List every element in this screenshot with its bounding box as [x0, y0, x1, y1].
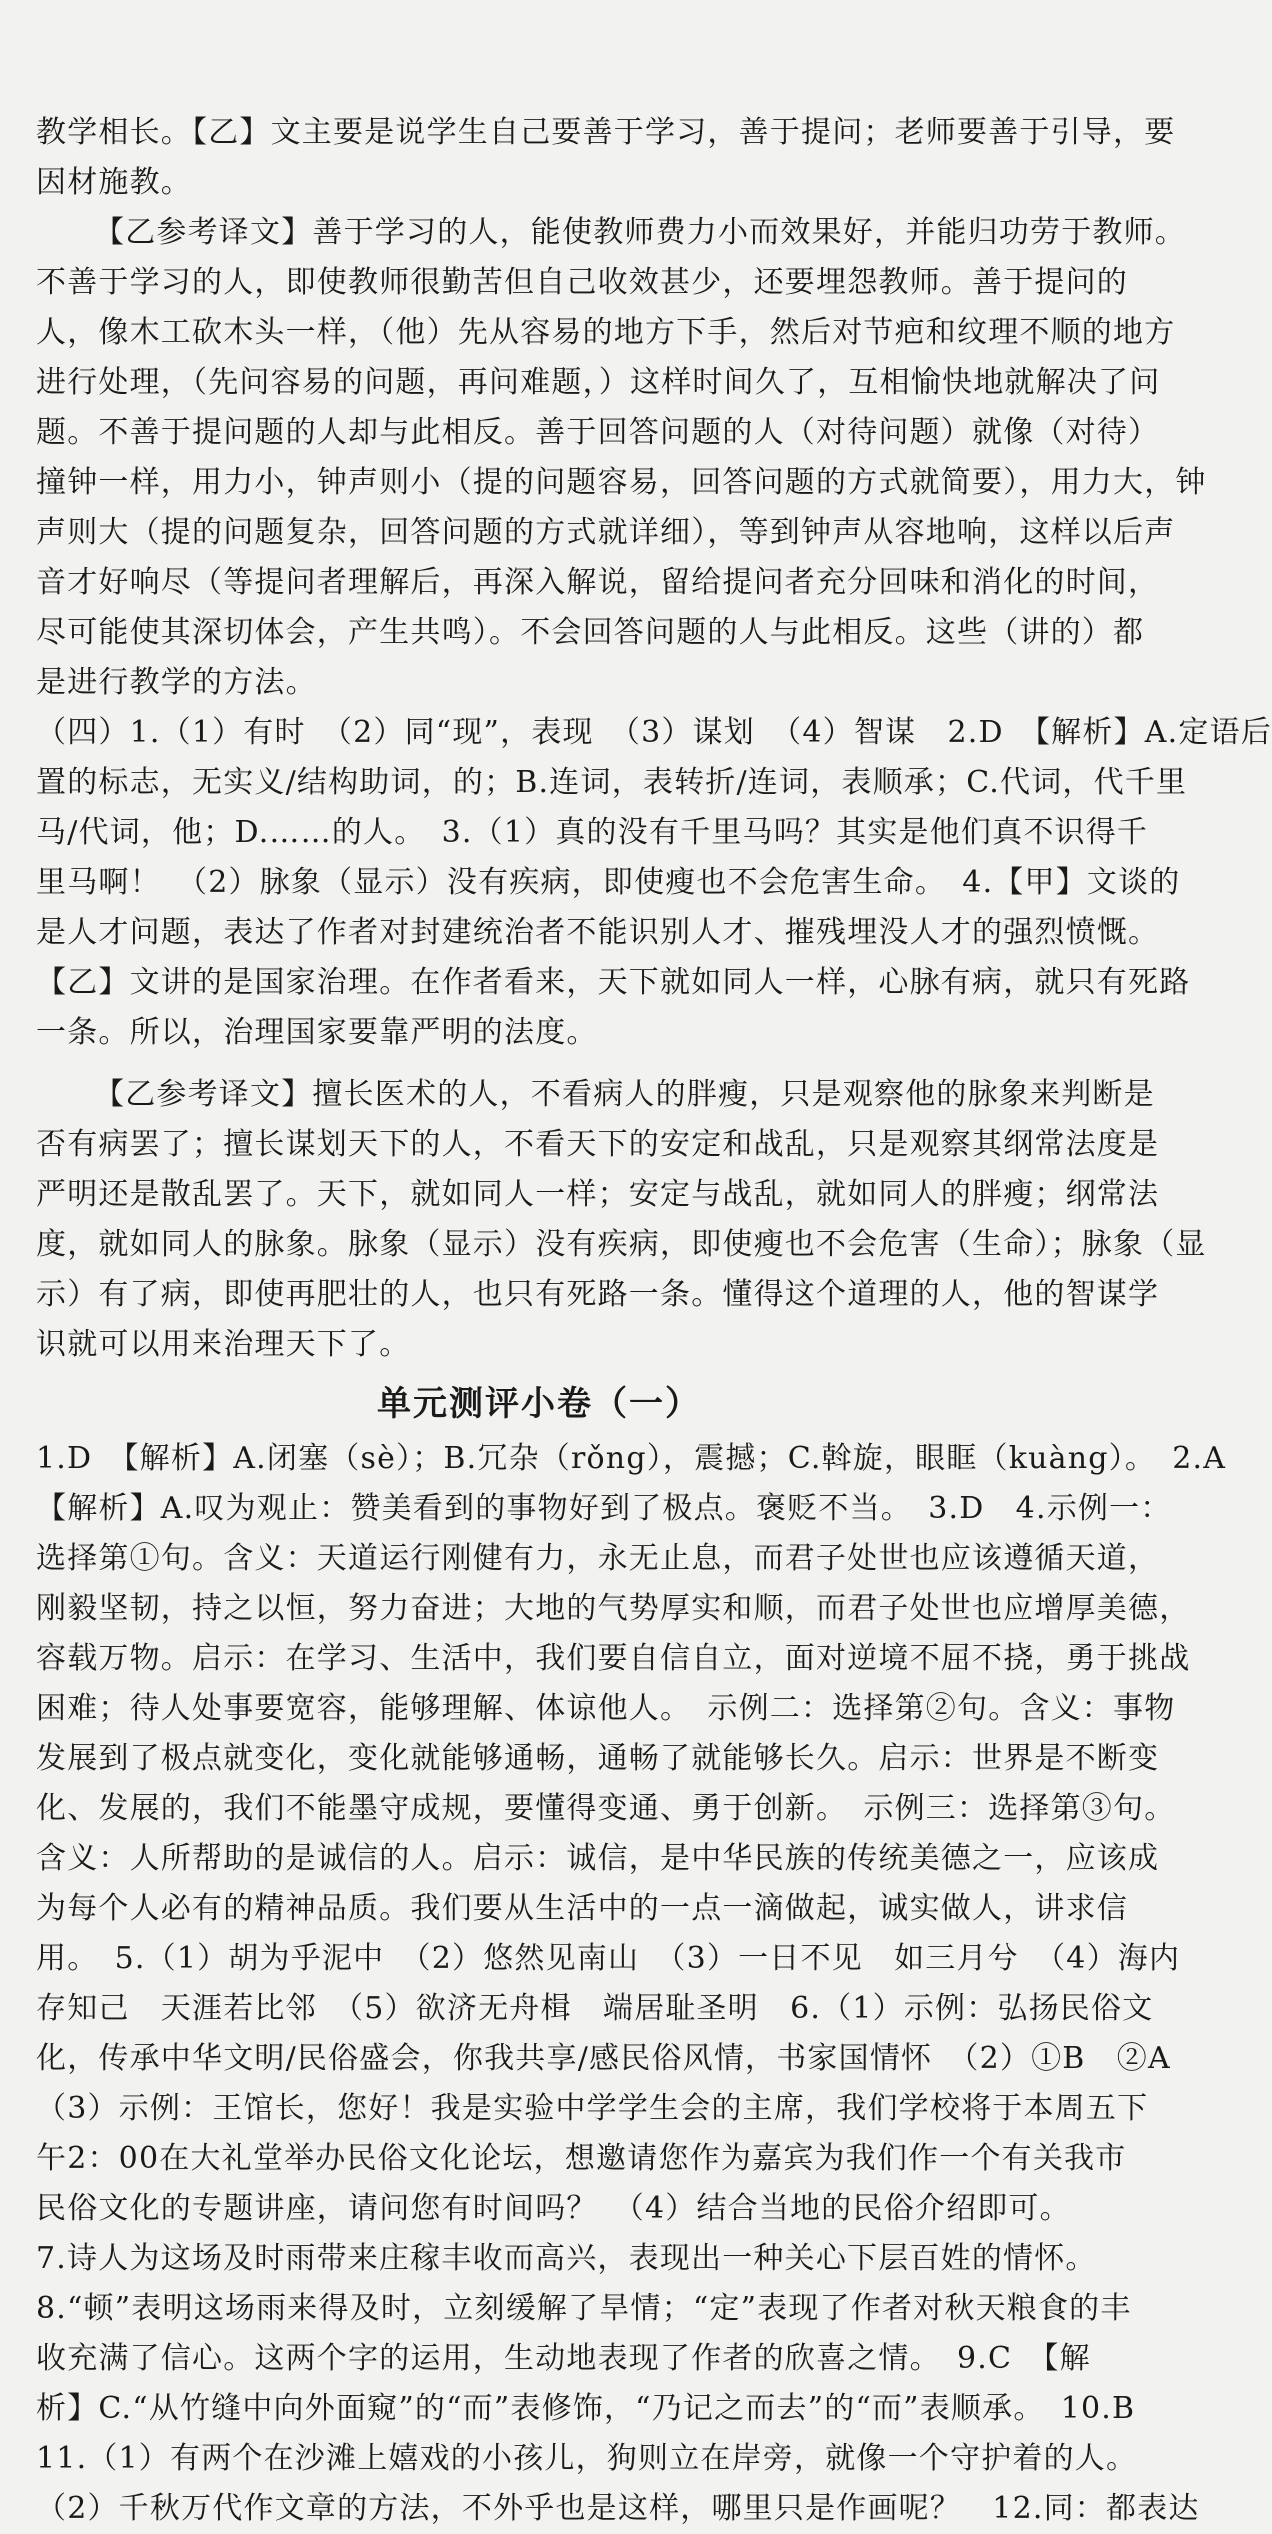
text-line: 音才好响尽（等提问者理解后，再深入解说，留给提问者充分回味和消化的时间， [36, 565, 1160, 600]
text-line: 困难；待人处事要宽容，能够理解、体谅他人。 示例二：选择第②句。含义：事物 [36, 1691, 1176, 1726]
text-line: 尽可能使其深切体会，产生共鸣）。不会回答问题的人与此相反。这些（讲的）都 [36, 615, 1145, 650]
text-line: 示）有了病，即使再肥壮的人，也只有死路一条。懂得这个道理的人，他的智谋学 [36, 1277, 1160, 1312]
text-line: 化、发展的，我们不能墨守成规，要懂得变通、勇于创新。 示例三：选择第③句。 [36, 1791, 1176, 1826]
text-line: （2）千秋万代作文章的方法，不外乎也是这样，哪里只是作画呢？ 12.同：都表达 [36, 2491, 1200, 2526]
reference-translation-1 [36, 208, 1207, 708]
text-line: 发展到了极点就变化，变化就能够通畅，通畅了就能够长久。启示：世界是不断变 [36, 1741, 1160, 1776]
text-line: 否有病罢了；擅长谋划天下的人，不看天下的安定和战乱，只是观察其纲常法度是 [36, 1127, 1160, 1162]
text-line: 11.（1）有两个在沙滩上嬉戏的小孩儿，狗则立在岸旁，就像一个守护着的人。 [36, 2441, 1138, 2476]
text-line: 因材施教。 [36, 165, 192, 200]
text-line: 进行处理，（先问容易的问题，再问难题，）这样时间久了，互相愉快地就解决了问 [36, 365, 1161, 400]
text-line: 是进行教学的方法。 [36, 665, 317, 700]
text-line: 刚毅坚韧，持之以恒，努力奋进；大地的气势厚实和顺，而君子处世也应增厚美德， [36, 1591, 1191, 1626]
text-line: 含义：人所帮助的是诚信的人。启示：诚信，是中华民族的传统美德之一，应该成 [36, 1841, 1160, 1876]
text-line: 7.诗人为这场及时雨带来庄稼丰收而高兴，表现出一种关心下层百姓的情怀。 [36, 2241, 1097, 2276]
text-line: 题。不善于提问题的人却与此相反。善于回答问题的人（对待问题）就像（对待） [36, 415, 1160, 450]
text-line: 严明还是散乱罢了。天下，就如同人一样；安定与战乱，就如同人的胖瘦；纲常法 [36, 1177, 1160, 1212]
unit-test-answers [36, 1434, 1227, 2534]
text-line: 8.“顿”表明这场雨来得及时，立刻缓解了旱情；“定”表现了作者对秋天粮食的丰 [36, 2291, 1132, 2326]
text-line: 【乙参考译文】善于学习的人，能使教师费力小而效果好，并能归功劳于教师。 [94, 215, 1186, 250]
text-line: 【乙参考译文】擅长医术的人，不看病人的胖瘦，只是观察他的脉象来判断是 [94, 1077, 1155, 1112]
text-line: 度，就如同人的脉象。脉象（显示）没有疾病，即使瘦也不会危害（生命）；脉象（显 [36, 1227, 1207, 1262]
text-line: 化，传承中华文明/民俗盛会，你我共享/感民俗风情，书家国情怀 （2）①B ②A [36, 2041, 1171, 2076]
text-line: 存知己 天涯若比邻 （5）欲济无舟楫 端居耻圣明 6.（1）示例：弘扬民俗文 [36, 1991, 1154, 2026]
text-line: 容载万物。启示：在学习、生活中，我们要自信自立，面对逆境不屈不挠，勇于挑战 [36, 1641, 1191, 1676]
text-line: 收充满了信心。这两个字的运用，生动地表现了作者的欣喜之情。 9.C 【解 [36, 2341, 1091, 2376]
text-line: 午2：00在大礼堂举办民俗文化论坛，想邀请您作为嘉宾为我们作一个有关我市 [36, 2141, 1127, 2176]
text-line: 选择第①句。含义：天道运行刚健有力，永无止息，而君子处世也应该遵循天道， [36, 1541, 1160, 1576]
text-line: （四）1.（1）有时 （2）同“现”，表现 （3）谋划 （4）智谋 2.D 【解析】A.定语后 [36, 715, 1272, 750]
text-line: 撞钟一样，用力小，钟声则小（提的问题容易，回答问题的方式就简要），用力大，钟 [36, 465, 1207, 500]
text-line: 【乙】文讲的是国家治理。在作者看来，天下就如同人一样，心脉有病，就只有死路 [36, 965, 1191, 1000]
text-line: 人，像木工砍木头一样，（他）先从容易的地方下手，然后对节疤和纹理不顺的地方 [36, 315, 1176, 350]
text-line: 置的标志，无实义/结构助词，的；B.连词，表转折/连词，表顺承；C.代词，代千里 [36, 765, 1188, 800]
answer-section-four [36, 708, 1272, 1058]
answer-block-yi-summary [36, 108, 1176, 208]
text-line: 识就可以用来治理天下了。 [36, 1327, 411, 1362]
text-line: 1.D 【解析】A.闭塞（sè）；B.冗杂（rǒng），震撼；C.斡旋，眼眶（kuàng）。 2.A [36, 1441, 1227, 1476]
text-line: 析】C.“从竹缝中向外面窥”的“而”表修饰，“乃记之而去”的“而”表顺承。 10.B [36, 2391, 1136, 2426]
text-line: 为每个人必有的精神品质。我们要从生活中的一点一滴做起，诚实做人，讲求信 [36, 1891, 1128, 1926]
text-line: 用。 5.（1）胡为乎泥中 （2）悠然见南山 （3）一日不见 如三月兮 （4）海内 [36, 1941, 1181, 1976]
section-title: 单元测评小卷（一） [377, 1384, 701, 1424]
text-line: 一条。所以，治理国家要靠严明的法度。 [36, 1015, 598, 1050]
text-line: 声则大（提的问题复杂，回答问题的方式就详细），等到钟声从容地响，这样以后声 [36, 515, 1176, 550]
text-line: （3）示例：王馆长，您好！我是实验中学学生会的主席，我们学校将于本周五下 [36, 2091, 1149, 2126]
text-line: 不善于学习的人，即使教师很勤苦但自己收效甚少，还要埋怨教师。善于提问的 [36, 265, 1128, 300]
text-line: 里马啊！ （2）脉象（显示）没有疾病，即使瘦也不会危害生命。 4.【甲】文谈的 [36, 865, 1181, 900]
text-line: 民俗文化的专题讲座，请问您有时间吗？ （4）结合当地的民俗介绍即可。 [36, 2191, 1071, 2226]
text-line: 马/代词，他；D.……的人。 3.（1）真的没有千里马吗？其实是他们真不识得千 [36, 815, 1149, 850]
text-line: 教学相长。【乙】文主要是说学生自己要善于学习，善于提问；老师要善于引导，要 [36, 115, 1176, 150]
text-line: 是人才问题，表达了作者对封建统治者不能识别人才、摧残埋没人才的强烈愤慨。 [36, 915, 1160, 950]
text-line: 【解析】A.叹为观止：赞美看到的事物好到了极点。褒贬不当。 3.D 4.示例一： [36, 1491, 1172, 1526]
reference-translation-2 [36, 1070, 1207, 1370]
